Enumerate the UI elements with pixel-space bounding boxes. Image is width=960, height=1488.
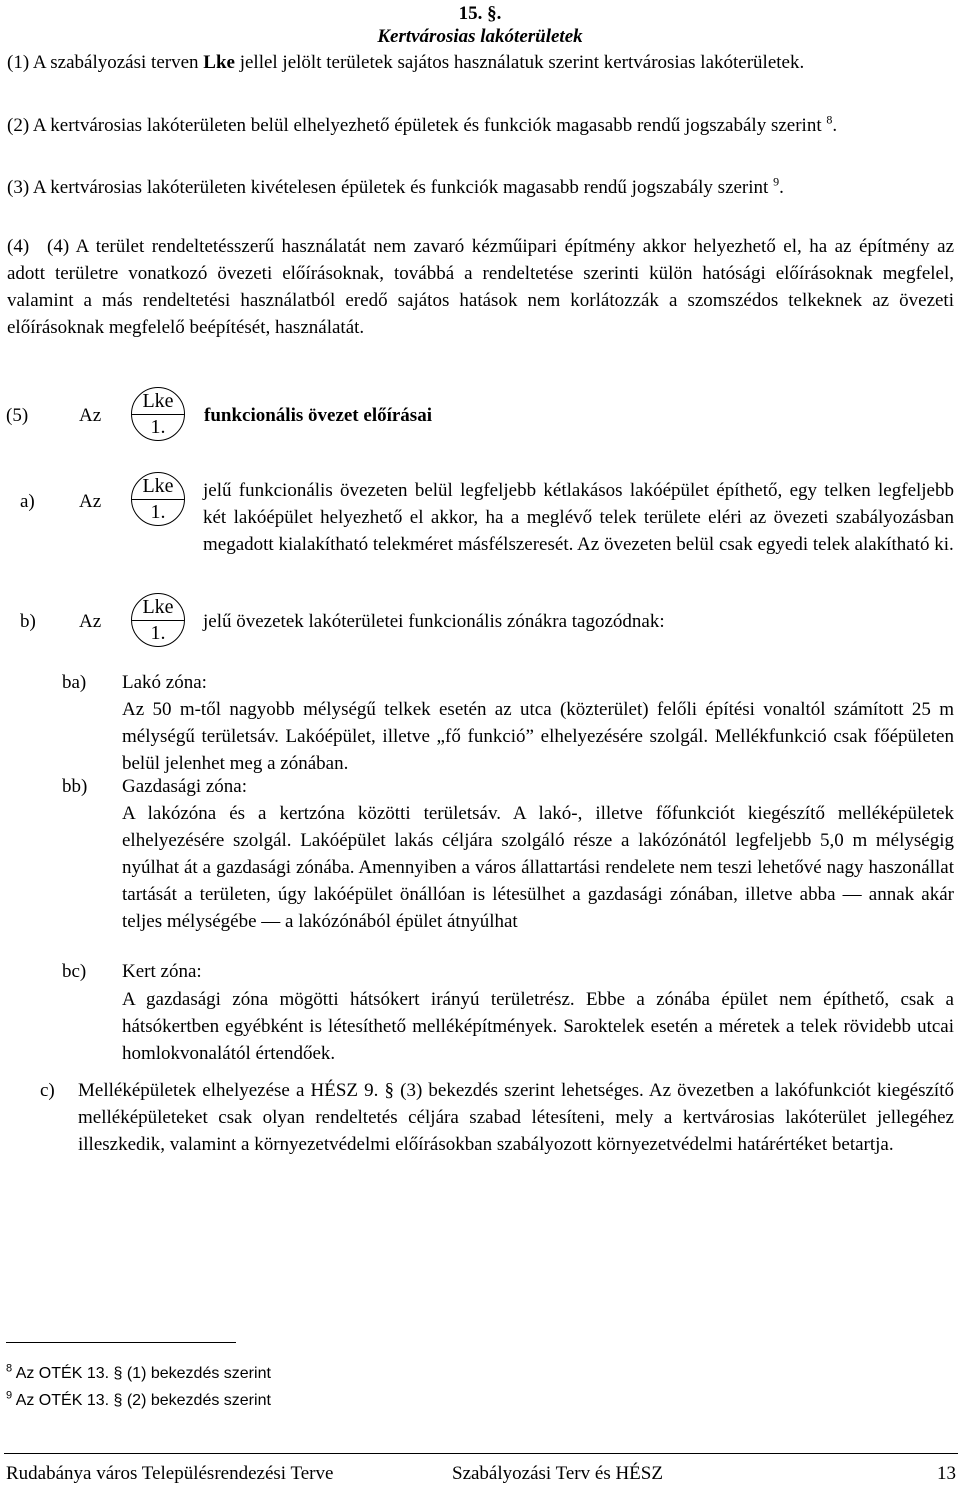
zone-symbol-circle [131,593,185,647]
item-bc-title: Kert zóna: [122,961,202,982]
footnote-8 [6,1361,271,1387]
paragraph-2 [7,112,954,139]
zone-symbol-circle [131,472,185,526]
item-ba-text: Az 50 m-től nagyobb mélységű telkek esetén az utca (közterület) felőli építési vonaltól számított 25 m mélységű területsáv. Lakóépület, illetve „fő funkció” elhelyezésére szolgál. Mellékfunkció csak főépületen belül jelenhet meg a zónában. [122,699,954,774]
footnote-ref-8: 8 [826,112,833,127]
zone-symbol-circle [131,387,185,441]
footnote-text: Az OTÉK 13. § (1) bekezdés szerint [15,1365,271,1382]
item-b-text: jelű övezetek lakóterületei funkcionális zónákra tagozódnak: [203,611,665,632]
footnote-text: Az OTÉK 13. § (2) bekezdés szerint [15,1392,271,1409]
paragraph-4: (4) A terület rendeltetésszerű használatát nem zavaró kézműipari építmény akkor helyezhető el, ha az építmény az adott területre vonatkozó övezeti előírásoknak, továbbá a rendeltetése szerinti külön hatósági előírásoknak megfelel, valamint a más rendeltetési használatból eredő sajátos hatások nem korlátozzák a szomszédos telkeknek az övezeti előírásoknak megfelelő beépítését, használatát. [7,236,954,338]
item-c-label: c) [40,1080,55,1101]
paragraph-3-text: (3) A kertvárosias lakóterületen kivételesen épületek és funkciók magasabb rendű jogszabály szerint [7,177,774,198]
footer-rule [4,1453,958,1454]
item-bc-label: bc) [62,961,87,982]
paragraph-1-prefix: (1) A szabályozási terven [7,52,204,73]
footnote-separator [6,1342,236,1343]
zone-symbol-top: Lke [142,596,174,618]
item-ba-title: Lakó zóna: [122,672,207,693]
paragraph-1-suffix: jellel jelölt területek sajátos használatuk szerint kertvárosias lakóterületek. [234,52,805,73]
footer-left: Rudabánya város Településrendezési Terve [6,1463,334,1484]
item-ba-label: ba) [62,672,87,693]
p5-label: (5) [6,405,29,426]
paragraph-2-text: (2) A kertvárosias lakóterületen belül elhelyezhető épületek és funkciók magasabb rendű jogszabály szerint [7,115,827,136]
item-bb-text: A lakózóna és a kertzóna közötti területsáv. A lakó-, illetve főfunkciót kiegészítő melléképületek elhelyezésére szolgál. Lakóépület lakás céljára szolgáló része a lakózónától legfeljebb 5,0 m mélységig nyúlhat át a gazdasági zónába. Amennyiben a város állattartási rendelete nem teszi lehetővé nagy haszonállat tartását a területen, úgy lakóépület önállóan is létesülhet a gazdasági zónában, illetve abba — annak akár teljes mélységébe — a lakózónából épület átnyúlhat [122,803,954,932]
footnote-number: 8 [6,1362,13,1375]
item-a-label: a) [20,491,35,512]
footer-middle: Szabályozási Terv és HÉSZ [452,1463,663,1484]
zone-symbol-bottom: 1. [150,622,166,644]
footer-page-number: 13 [937,1463,956,1484]
paragraph-3-end: . [779,177,784,198]
zone-code: Lke [203,52,235,73]
footnote-9 [6,1388,271,1414]
section-title: Kertvárosias lakóterületek [377,26,583,47]
zone-symbol-bottom: 1. [150,501,166,523]
zone-symbol-bottom: 1. [150,416,166,438]
item-a-text: jelű funkcionális övezeten belül legfeljebb kétlakásos lakóépület építhető, egy telken legfeljebb két lakóépület helyezhető el akkor, ha a meglévő telek területe eléri az övezeti szabályozásban megadott kialakítható telekméret másfélszeresét. Az övezeten belül csak egyedi telek alakítható ki. [203,480,954,555]
paragraph-3 [7,174,954,201]
item-bb-title: Gazdasági zóna: [122,776,248,797]
zone-symbol-top: Lke [142,390,174,412]
item-bc-text: A gazdasági zóna mögötti hátsókert irányú területrész. Ebbe a zónába épület nem építhető, csak a hátsókertben egyébként is létesíthető melléképítmények. Saroktelek esetén a méretek a telek rövidebb utcai homlokvonalától értendőek. [122,989,954,1064]
item-c-text: Melléképületek elhelyezése a HÉSZ 9. § (3) bekezdés szerint lehetséges. Az övezetben a lakófunkciót kiegészítő melléképületeket csak olyan rendeltetés céljára szabad létesíteni, mely a kertvárosias lakóterület jellegéhez illeszkedik, valamint a környezetvédelmi előírásokban szabályozott környezetvédelmi határértéket betartja. [78,1080,954,1155]
item-b-az: Az [79,611,102,632]
paragraph-1 [7,49,954,76]
item-bb-label: bb) [62,776,88,797]
footnote-number: 9 [6,1389,13,1402]
paragraph-2-end: . [832,115,838,136]
item-a-az: Az [79,491,102,512]
section-number: 15. §. [458,3,502,24]
p5-az: Az [79,405,102,426]
item-b-label: b) [20,611,36,632]
footnote-ref-9: 9 [773,174,780,189]
zone-symbol-top: Lke [142,475,174,497]
paragraph-4-label: (4) [7,236,30,257]
p5-heading: funkcionális övezet előírásai [204,405,432,426]
